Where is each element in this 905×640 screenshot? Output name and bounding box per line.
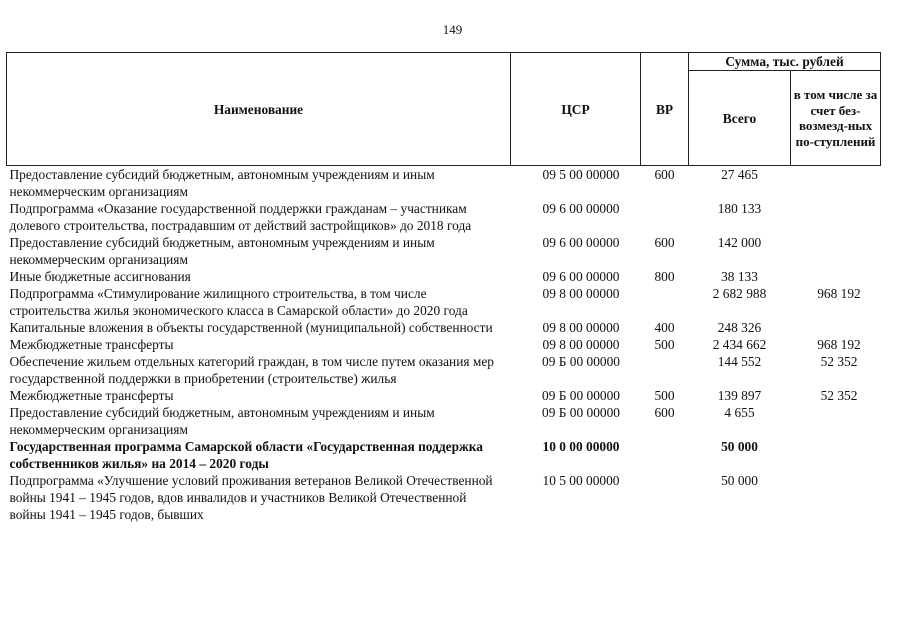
cell-vr — [641, 472, 689, 523]
cell-name: Подпрограмма «Оказание государственной поддержки гражданам – участникам долевого строительства, пострадавшим от действий застройщиков» до 2018 года — [9, 201, 472, 233]
cell-vr — [641, 353, 689, 387]
table-row — [7, 472, 881, 523]
cell-incl — [791, 268, 881, 285]
cell-name: Межбюджетные трансферты — [9, 388, 174, 403]
header-total: Всего — [689, 71, 791, 166]
cell-vr: 500 — [654, 337, 675, 352]
cell-incl — [791, 438, 881, 472]
cell-vr: 400 — [654, 320, 675, 335]
cell-csr: 09 Б 00 00000 — [542, 388, 620, 403]
cell-incl — [791, 319, 881, 336]
header-vr: ВР — [641, 53, 689, 166]
cell-incl: 968 192 — [817, 286, 861, 301]
budget-table — [6, 52, 881, 523]
table-row — [7, 438, 881, 472]
cell-name: Межбюджетные трансферты — [9, 337, 174, 352]
table-row — [7, 404, 881, 438]
cell-name: Государственная программа Самарской области «Государственная поддержка собственников жилья» на 2014 – 2020 годы — [9, 439, 483, 471]
header-csr: ЦСР — [511, 53, 641, 166]
header-sum: Сумма, тыс. рублей — [689, 53, 881, 71]
cell-csr: 09 6 00 00000 — [542, 269, 620, 284]
cell-incl — [791, 166, 881, 201]
cell-name: Подпрограмма «Улучшение условий проживания ветеранов Великой Отечественной войны 1941 – 1945 годов, вдов инвалидов и участников Великой Отечественной войны 1941 – 1945 годов, бывших — [9, 473, 493, 522]
table-row — [7, 200, 881, 234]
cell-total: 248 326 — [717, 320, 762, 335]
cell-csr: 09 8 00 00000 — [542, 337, 620, 352]
cell-csr: 09 8 00 00000 — [542, 320, 620, 335]
cell-total: 50 000 — [721, 473, 758, 488]
cell-total: 2 682 988 — [712, 286, 767, 301]
cell-total: 180 133 — [717, 201, 762, 216]
table-row — [7, 387, 881, 404]
table-header — [7, 53, 881, 166]
cell-total: 144 552 — [717, 354, 762, 369]
cell-name: Капитальные вложения в объекты государственной (муниципальной) собственности — [9, 320, 493, 335]
cell-name: Предоставление субсидий бюджетным, автономным учреждениям и иным некоммерческим организациям — [9, 167, 435, 199]
cell-vr: 800 — [654, 269, 675, 284]
table-body — [7, 166, 881, 524]
cell-incl: 968 192 — [817, 337, 861, 352]
cell-total: 139 897 — [717, 388, 762, 403]
cell-csr: 09 8 00 00000 — [542, 286, 620, 301]
cell-vr — [641, 200, 689, 234]
cell-total: 142 000 — [717, 235, 762, 250]
cell-total: 4 655 — [724, 405, 755, 420]
header-incl: в том числе за счет без-возмезд-ных по-ступлений — [791, 71, 881, 166]
cell-csr: 10 5 00 00000 — [542, 473, 620, 488]
cell-incl — [791, 200, 881, 234]
cell-name: Подпрограмма «Стимулирование жилищного строительства, в том числе строительства жилья экономического класса в Самарской области» до 2020 года — [9, 286, 468, 318]
cell-name: Обеспечение жильем отдельных категорий граждан, в том числе путем оказания мер государственной поддержки в приобретении (строительстве) жилья — [9, 354, 494, 386]
cell-incl — [791, 234, 881, 268]
cell-csr: 09 5 00 00000 — [542, 167, 620, 182]
cell-vr: 600 — [654, 167, 675, 182]
table-row — [7, 336, 881, 353]
cell-incl: 52 352 — [820, 354, 858, 369]
cell-csr: 09 Б 00 00000 — [542, 405, 620, 420]
cell-incl: 52 352 — [820, 388, 858, 403]
cell-csr: 09 Б 00 00000 — [542, 354, 620, 369]
cell-vr: 600 — [654, 235, 675, 250]
cell-vr: 500 — [654, 388, 675, 403]
cell-csr: 09 6 00 00000 — [542, 201, 620, 216]
cell-total: 38 133 — [721, 269, 758, 284]
cell-name: Предоставление субсидий бюджетным, автономным учреждениям и иным некоммерческим организациям — [9, 235, 435, 267]
cell-incl — [791, 472, 881, 523]
table-row — [7, 268, 881, 285]
cell-csr: 10 0 00 00000 — [542, 439, 620, 454]
cell-vr: 600 — [654, 405, 675, 420]
cell-vr — [641, 438, 689, 472]
cell-name: Иные бюджетные ассигнования — [9, 269, 191, 284]
table-row — [7, 285, 881, 319]
table-row — [7, 353, 881, 387]
header-name: Наименование — [7, 53, 511, 166]
table-row — [7, 166, 881, 201]
cell-csr: 09 6 00 00000 — [542, 235, 620, 250]
cell-total: 27 465 — [721, 167, 758, 182]
cell-total: 50 000 — [721, 439, 758, 454]
cell-incl — [791, 404, 881, 438]
cell-name: Предоставление субсидий бюджетным, автономным учреждениям и иным некоммерческим организациям — [9, 405, 435, 437]
table-row — [7, 234, 881, 268]
cell-total: 2 434 662 — [712, 337, 767, 352]
table-row — [7, 319, 881, 336]
page-number: 149 — [442, 22, 463, 37]
cell-vr — [641, 285, 689, 319]
